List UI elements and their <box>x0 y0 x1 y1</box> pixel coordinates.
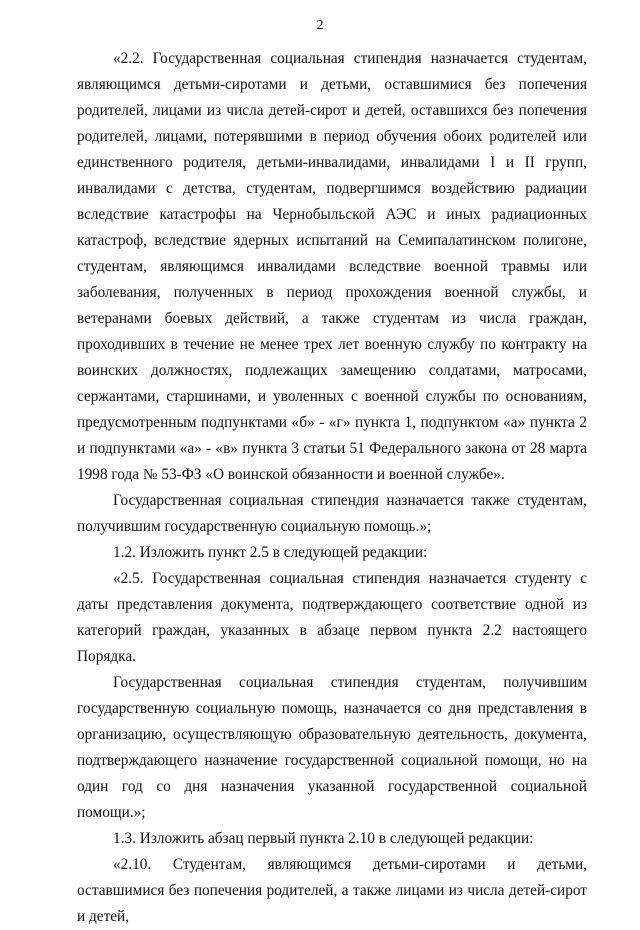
paragraph-2-10: «2.10. Студентам, являющимся детьми-сиротами и детьми, оставшимися без попечения родителей, а также лицами из числа детей-сирот и детей, <box>77 856 587 925</box>
paragraph-amendment-1-2: 1.2. Изложить пункт 2.5 в следующей редакции: <box>113 544 428 561</box>
paragraph-amendment-1-3: 1.3. Изложить абзац первый пункта 2.10 в следующей редакции: <box>113 830 534 847</box>
page-number: 2 <box>316 18 324 33</box>
paragraph-2-5: «2.5. Государственная социальная стипендия назначается студенту с даты представления документа, подтверждающего соответствие одной из категорий граждан, указанных в абзаце первом пункта 2.2 настоящего Порядка. <box>77 570 587 665</box>
document-body <box>77 46 587 930</box>
paragraph-2-2-addition: Государственная социальная стипендия назначается также студентам, получившим государственную социальную помощь.»; <box>77 492 587 535</box>
paragraph-2-2: «2.2. Государственная социальная стипендия назначается студентам, являющимся детьми-сиротами и детьми, оставшимися без попечения родителей, лицами из числа детей-сирот и детей, оставшихся без попечения родителей, лицами, потерявшими в период обучения обоих родителей или единственного родителя, детьми-инвалидами, инвалидами I и II групп, инвалидами с детства, студентам, подвергшимся воздействию радиации вследствие катастрофы на Чернобыльской АЭС и иных радиационных катастроф, вследствие ядерных испытаний на Семипалатинском полигоне, студентам, являющимся инвалидами вследствие военной травмы или заболевания, полученных в период прохождения военной службы, и ветеранами боевых действий, а также студентам из числа граждан, проходивших в течение не менее трех лет военную службу по контракту на воинских должностях, подлежащих замещению солдатами, матросами, сержантами, старшинами, и уволенных с военной службы по основаниям, предусмотренным подпунктами «б» - «г» пункта 1, подпунктом «а» пункта 2 и подпунктами «а» - «в» пункта 3 статьи 51 Федерального закона от 28 марта 1998 года № 53-ФЗ «О воинской обязанности и военной службе». <box>77 50 587 483</box>
paragraph-2-5-second: Государственная социальная стипендия студентам, получившим государственную социальную помощь, назначается со дня представления в организацию, осуществляющую образовательную деятельность, документа, подтверждающего назначение государственной социальной помощи, но на один год со дня назначения указанной государственной социальной помощи.»; <box>77 674 587 821</box>
